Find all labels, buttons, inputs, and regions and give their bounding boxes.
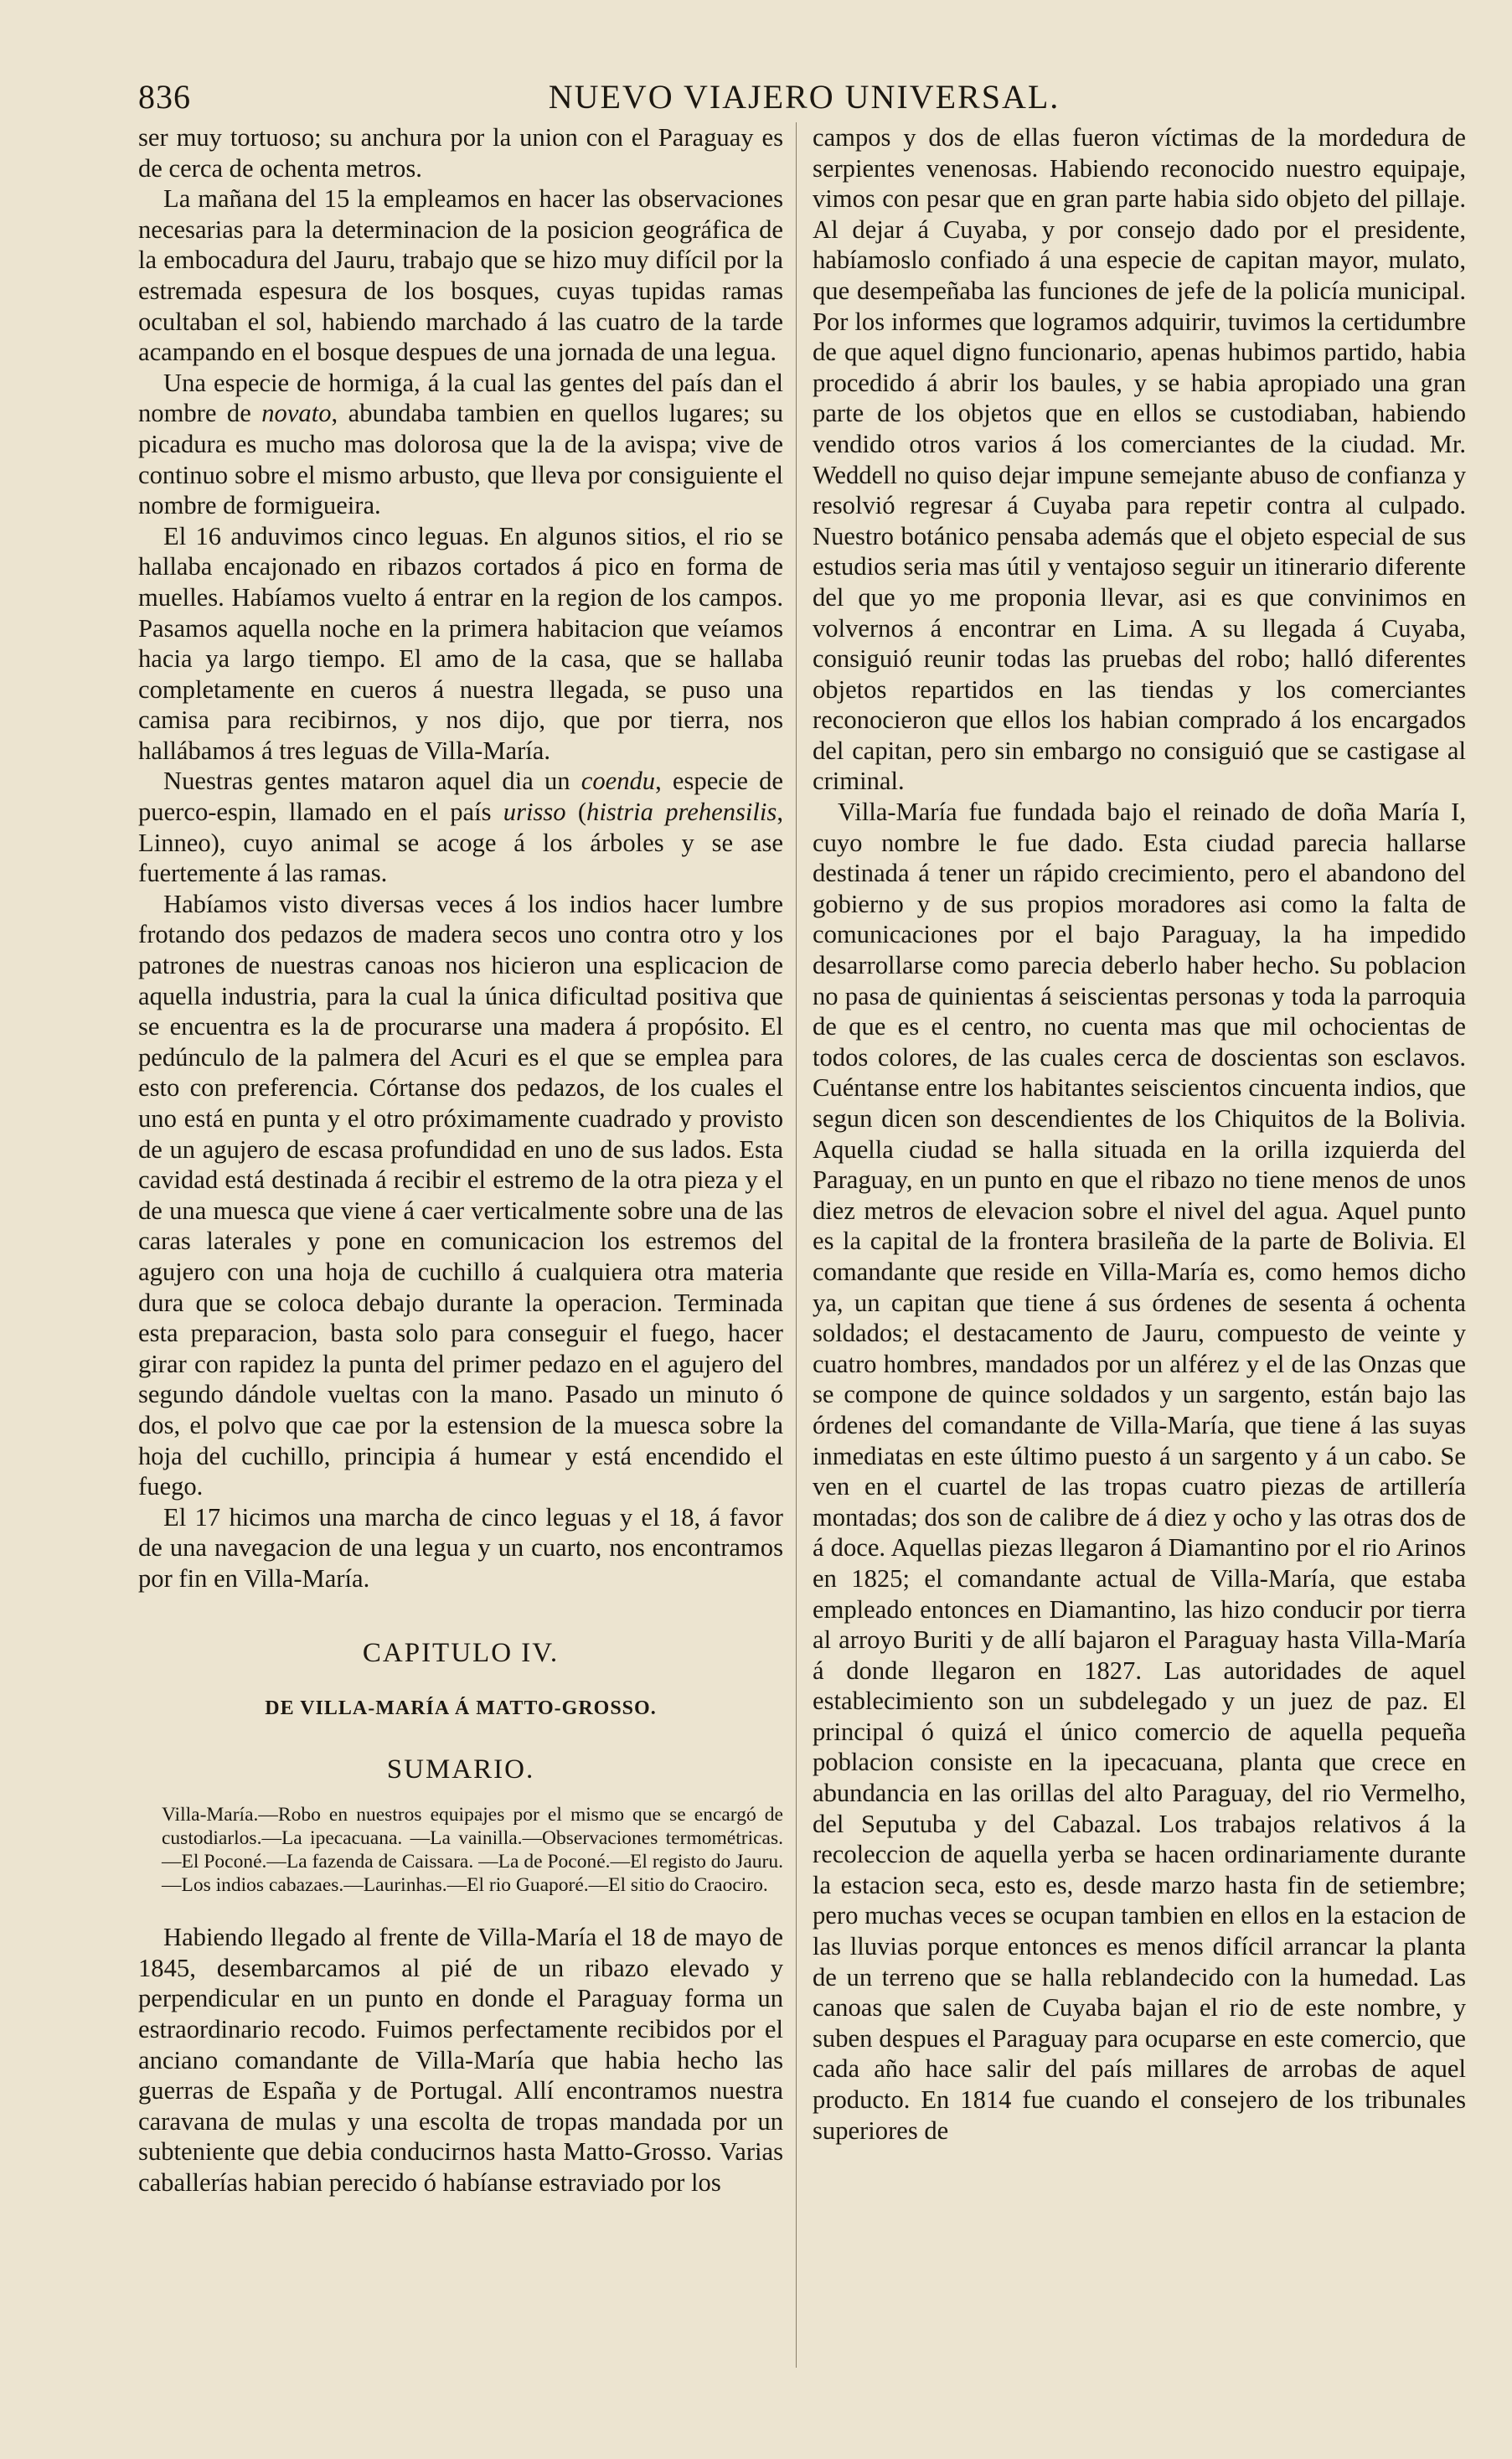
paragraph: Habiendo llegado al frente de Villa-María el 18 de mayo de 1845, desembarcamos al pié de un ribazo elevado y perpendicular en un punto en donde el Paraguay forma un estraordinario recodo. Fuimos perfectamente recibidos por el anciano comandante de Villa-María que habia hecho las guerras de España y de Portugal. Allí encontramos nuestra caravana de mulas y una escolta de tropas mandada por un subteniente que debia conducirnos hasta Matto-Grosso. Varias caballerías habian perecido ó habíanse estraviado por los <box>138 1923 783 2198</box>
paragraph: El 16 anduvimos cinco leguas. En algunos sitios, el rio se hallaba encajonado en ribazos cortados á pico en forma de muelles. Habíamos vuelto á entrar en la region de los campos. Pasamos aquella noche en la primera habitacion que veíamos hacia ya largo tiempo. El amo de la casa, que se hallaba completamente en cueros á nuestra llegada, se puso una camisa para recibirnos, y nos dijo, que por tierra, nos hallábamos á tres leguas de Villa-María. <box>138 521 783 765</box>
paragraph-novato <box>138 368 783 521</box>
paragraph: Villa-María fue fundada bajo el reinado de doña María I, cuyo nombre le fue dado. Esta ciudad parecia hallarse destinada á tener un rápido crecimiento, pero el abandono del gobierno y de sus propios moradores asi como la falta de comunicaciones por el bajo Paraguay, la ha impedido desarrollarse como parecia deberlo haber hecho. Su poblacion no pasa de quinientas á seiscientas personas y toda la parroquia de que es el centro, no cuenta mas que mil ochocientas de todos colores, de las cuales cerca de doscientas son esclavos. Cuéntanse entre los habitantes seiscientos cincuenta indios, que segun dicen son descendientes de los Chiquitos de la Bolivia. Aquella ciudad se halla situada en la orilla izquierda del Paraguay, en un punto en que el ribazo no tiene menos de unos diez metros de elevacion sobre el nivel del agua. Aquel punto es la capital de la frontera brasileña de la parte de Bolivia. El comandante que reside en Villa-María es, como hemos dicho ya, un capitan que tiene á sus órdenes de sesenta á ochenta soldados; el destacamento de Jauru, compuesto de veinte y cuatro hombres, mandados por un alférez y el de las Onzas que se compone de quince soldados y un sargento, están bajo las órdenes del comandante de Villa-María, que tiene á las suyas inmediatas en este último puesto á un sargento y á un cabo. Se ven en el cuartel de las tropas cuatro piezas de artillería montadas; dos son de calibre de á diez y ocho y las otras dos de á doce. Aquellas piezas llegaron á Diamantino por el rio Arinos en 1825; el comandante actual de Villa-María, que estaba empleado entonces en Diamantino, las hizo conducir por tierra al arroyo Buriti y de allí bajaron el Paraguay hasta Villa-María á donde llegaron en 1827. Las autoridades de aquel establecimiento son un subdelegado y un juez de paz. El principal ó quizá el único comercio de aquella pequeña poblacion consiste en la ipecacuana, planta que crece en abundancia en las orillas del alto Paraguay, del rio Vermelho, del Seputuba y del Cabazal. Los trabajos relativos á la recoleccion de aquella yerba se hacen ordinariamente durante la estacion seca, esto es, desde marzo hasta fin de setiembre; pero muchas veces se ocupan tambien en ellos en la estacion de las lluvias porque entonces es menos difícil arrancar la planta de un terreno que se halla reblandecido con la humedad. Las canoas que salen de Cuyaba bajan el rio de este nombre, y suben despues el Paraguay para ocuparse en este comercio, que cada año hace salir del país millares de arrobas de aquel producto. En 1814 fue cuando el consejero de los tribunales superiores de <box>813 798 1466 2145</box>
running-title: NUEVO VIAJERO UNIVERSAL. <box>548 78 1060 116</box>
italic-term: histria prehensilis <box>586 798 777 827</box>
italic-term: urisso <box>503 798 566 827</box>
text-run: , especie de puerco-espin, llamado en el país <box>138 767 783 827</box>
text-run: Una especie de hormiga, á la cual las gentes del país dan el nombre de <box>138 368 783 428</box>
chapter-subtitle: DE VILLA-MARÍA Á MATTO-GROSSO. <box>265 1697 657 1720</box>
text-run: , abundaba tambien en quellos lugares; su picadura es mucho mas dolorosa que la de la avispa; vive de continuo sobre el mismo arbusto, que lleva por consiguiente el nombre de formigueira. <box>138 399 783 520</box>
italic-term: novato <box>261 399 332 428</box>
text-run: ( <box>565 798 587 827</box>
paragraph-continued: campos y dos de ellas fueron víctimas de la mordedura de serpientes venenosas. Habiendo reconocido nuestro equipaje, vimos con pesar que en gran parte habia sido objeto del pillaje. Al dejar á Cuyaba, y por consejo dado por el presidente, habíamoslo confiado á una especie de capitan mayor, mulato, que desempeñaba las funciones de jefe de la policía municipal. Por los informes que logramos adquirir, tuvimos la certidumbre de que aquel digno funcionario, apenas hubimos partido, habia procedido á abrir los baules, y se habia apropiado una gran parte de los objetos que en ellos se custodiaban, habiendo vendido otros varios á los comerciantes de la ciudad. Mr. Weddell no quiso dejar impune semejante abuso de confianza y resolvió regresar á Cuyaba para repetir contra al culpado. Nuestro botánico pensaba además que el objeto especial de sus estudios seria mas útil y ventajoso seguir un itinerario diferente del que yo me proponia llevar, asi es que convinimos en volvernos á encontrar en Lima. A su llegada á Cuyaba, consiguió reunir todas las pruebas del robo; halló diferentes objetos repartidos en las tiendas y los comerciantes reconocieron que ellos los habian comprado á los encargados del capitan, pero sin embargo no consiguió que se castigase al criminal. <box>813 123 1466 796</box>
page-header <box>138 77 1470 121</box>
text-run: , Linneo), cuyo animal se acoge á los árboles y se ase fuertemente á las ramas. <box>138 798 783 888</box>
right-column <box>813 122 1466 2146</box>
page-number: 836 <box>138 78 191 116</box>
paragraph: El 17 hicimos una marcha de cinco leguas y el 18, á favor de una navegacion de una legua y un cuarto, nos encontramos por fin en Villa-María. <box>138 1502 783 1593</box>
text-run: Nuestras gentes mataron aquel dia un <box>163 767 581 796</box>
paragraph-continued: ser muy tortuoso; su anchura por la union con el Paraguay es de cerca de ochenta metros. <box>138 123 783 183</box>
summary-title: SUMARIO. <box>386 1754 535 1785</box>
paragraph: La mañana del 15 la empleamos en hacer las observaciones necesarias para la determinacion de la posicion geográfica de la embocadura del Jauru, trabajo que se hizo muy difícil por la estremada espesura de los bosques, cuyas tupidas ramas ocultaban el sol, habiendo marchado á las cuatro de la tarde acampando en el bosque despues de una jornada de una legua. <box>138 184 783 367</box>
left-column <box>138 122 783 2198</box>
summary-text: Villa-María.—Robo en nuestros equipajes por el mismo que se encargó de custodiarlos.—La ipecacuana. —La vainilla.—Observaciones termométricas.—El Poconé.—La fazenda de Caissara. —La de Poconé.—El registo do Jauru.—Los indios cabazaes.—Laurinhas.—El rio Guaporé.—El sitio do Craociro. <box>162 1804 783 1897</box>
chapter-title: CAPITULO IV. <box>362 1637 560 1668</box>
italic-term: coendu <box>581 767 656 796</box>
paragraph-coendu <box>138 766 783 888</box>
column-divider <box>796 122 797 2368</box>
paragraph: Habíamos visto diversas veces á los indios hacer lumbre frotando dos pedazos de madera secos uno contra otro y los patrones de nuestras canoas nos hicieron una esplicacion de aquella industria, para la cual la única dificultad positiva que se encuentra es la de procurarse una madera á propósito. El pedúnculo de la palmera del Acuri es el que se emplea para esto con preferencia. Córtanse dos pedazos, de los cuales el uno está en punta y el otro próximamente cuadrado y provisto de un agujero de escasa profundidad en uno de sus lados. Esta cavidad está destinada á recibir el estremo de la otra pieza y el de una muesca que viene á caer verticalmente sobre una de las caras laterales y pone en comunicacion los estremos del agujero con una hoja de cuchillo á cualquiera otra materia dura que se coloca debajo durante la operacion. Terminada esta preparacion, basta solo para conseguir el fuego, hacer girar con rapidez la punta del primer pedazo en el agujero del segundo dándole vueltas con la mano. Pasado un minuto ó dos, el polvo que cae por la estension de la muesca sobre la hoja del cuchillo, principia á humear y está encendido el fuego. <box>138 889 783 1501</box>
